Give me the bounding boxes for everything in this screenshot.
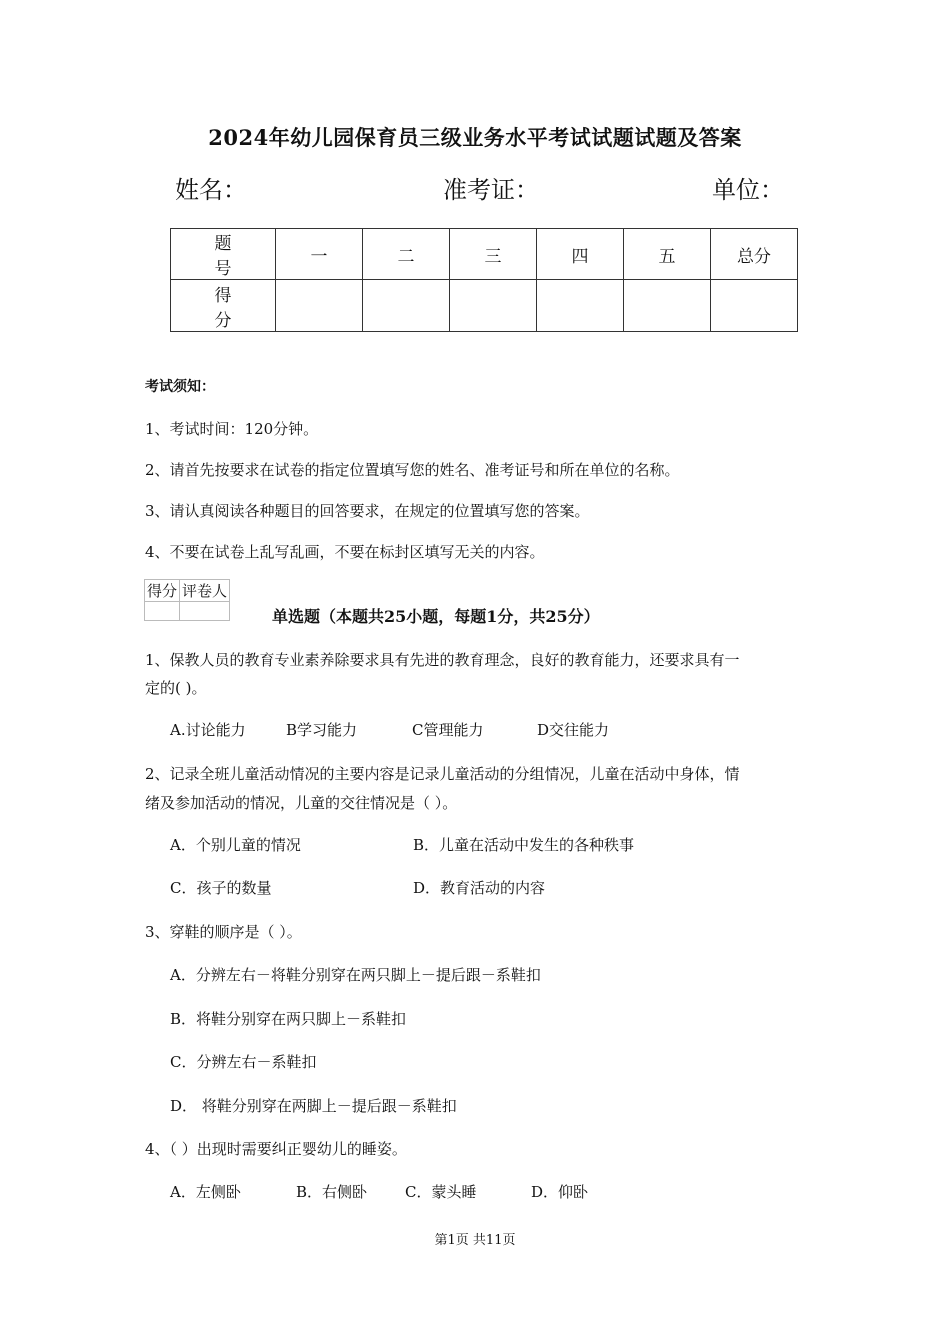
question-4-option-a[interactable]: A．左侧卧 [170,1183,241,1201]
notice-heading: 考试须知： [145,379,215,395]
question-2-option-a[interactable]: A．个别儿童的情况 [170,836,301,854]
unit-label: 单位： [712,176,784,204]
question-3-option-b[interactable]: B．将鞋分别穿在两只脚上－系鞋扣 [170,1010,407,1028]
question-2-stem-cont: 绪及参加活动的情况，儿童的交往情况是（ ）。 [145,794,458,812]
score-cell-3[interactable] [450,280,537,332]
question-3-option-d[interactable]: D． 将鞋分别穿在两脚上－提后跟－系鞋扣 [170,1097,457,1115]
question-2-option-c[interactable]: C．孩子的数量 [170,879,272,897]
score-table-col-total: 总分 [711,229,798,280]
score-table-score-label: 得 分 [171,280,276,332]
score-cell-2[interactable] [363,280,450,332]
grader-score-cell[interactable] [145,602,180,621]
question-1-option-a[interactable]: A.讨论能力 [170,721,246,739]
score-cell-total[interactable] [711,280,798,332]
question-1-option-d[interactable]: D交往能力 [537,721,610,739]
question-3-stem: 3、穿鞋的顺序是（ ）。 [145,923,302,941]
name-label: 姓名： [175,176,247,204]
question-1-option-c[interactable]: C管理能力 [412,721,484,739]
question-4-option-c[interactable]: C．蒙头睡 [405,1183,477,1201]
question-4-stem: 4、（ ）出现时需要纠正婴幼儿的睡姿。 [145,1140,407,1158]
question-4-option-d[interactable]: D．仰卧 [531,1183,589,1201]
score-table-col-3: 三 [450,229,537,280]
score-table-header-row [171,229,798,280]
question-2-option-b[interactable]: B．儿童在活动中发生的各种秩事 [413,836,635,854]
notice-item: 3、请认真阅读各种题目的回答要求，在规定的位置填写您的答案。 [145,502,590,520]
exam-id-label: 准考证： [443,176,539,204]
grader-name-cell[interactable] [180,602,230,621]
score-table-col-4: 四 [537,229,624,280]
question-4-option-b[interactable]: B．右侧卧 [296,1183,368,1201]
question-2-stem: 2、记录全班儿童活动情况的主要内容是记录儿童活动的分组情况，儿童在活动中身体，情 [145,765,740,783]
notice-item: 2、请首先按要求在试卷的指定位置填写您的姓名、准考证号和所在单位的名称。 [145,461,680,479]
score-table-score-row [171,280,798,332]
grader-table-grader-label: 评卷人 [180,580,230,602]
notice-item: 1、考试时间：120分钟。 [145,420,319,438]
page-footer: 第1页 共11页 [434,1233,516,1248]
score-table [170,228,798,332]
page-title: 2024年幼儿园保育员三级业务水平考试试题试题及答案 [208,125,742,150]
question-1-stem: 1、保教人员的教育专业素养除要求具有先进的教育理念，良好的教育能力，还要求具有一 [145,651,740,669]
score-cell-1[interactable] [276,280,363,332]
score-cell-5[interactable] [624,280,711,332]
grader-table [144,579,230,621]
score-table-header-label: 题 号 [171,229,276,280]
section-title: 单选题（本题共25小题，每题1分，共25分） [272,607,600,626]
score-table-col-5: 五 [624,229,711,280]
question-1-option-b[interactable]: B学习能力 [286,721,358,739]
question-1-stem-cont: 定的( )。 [145,679,207,697]
notice-item: 4、不要在试卷上乱写乱画，不要在标封区填写无关的内容。 [145,543,545,561]
question-2-option-d[interactable]: D．教育活动的内容 [413,879,546,897]
score-cell-4[interactable] [537,280,624,332]
question-3-option-c[interactable]: C．分辨左右－系鞋扣 [170,1053,317,1071]
score-table-col-1: 一 [276,229,363,280]
grader-table-score-label: 得分 [145,580,180,602]
question-3-option-a[interactable]: A．分辨左右－将鞋分别穿在两只脚上－提后跟－系鞋扣 [170,966,541,984]
score-table-col-2: 二 [363,229,450,280]
